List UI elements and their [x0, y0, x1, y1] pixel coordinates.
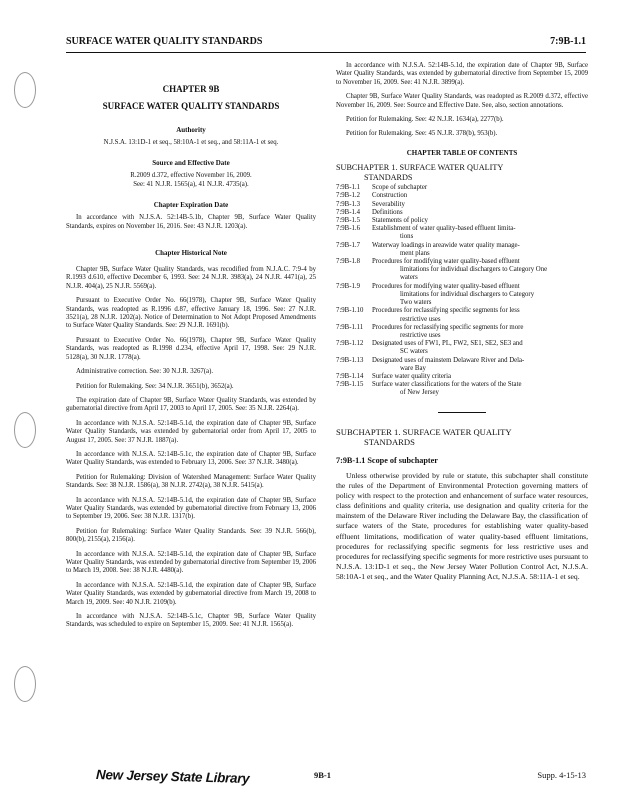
- history-paragraph: In accordance with N.J.S.A. 52:14B-5.1d, the expiration date of Chapter 9B, Surface Water Quality Standards, was extended by gubernatorial directive from September 19, 2006 to March 19, 2008. See: 38 N.J.R. 4480(a).: [66, 550, 316, 575]
- toc-title-line: restrictive uses: [400, 315, 441, 323]
- right-column: [336, 62, 588, 582]
- toc-entry[interactable]: [336, 225, 588, 241]
- expiration-heading: Chapter Expiration Date: [153, 201, 229, 210]
- toc-subchapter-line: SUBCHAPTER 1. SURFACE WATER QUALITY: [336, 163, 504, 173]
- toc-title: [372, 258, 588, 283]
- library-stamp: New Jersey State Library: [95, 766, 250, 787]
- toc-number: 7:9B-1.8: [336, 258, 360, 266]
- toc-title-line: of New Jersey: [400, 389, 439, 397]
- history-paragraph: In accordance with N.J.S.A. 52:14B-5.1c, Chapter 9B, Surface Water Quality Standards, was scheduled to expire on September 15, 2009. See: 41 N.J.R. 1565(a).: [66, 613, 316, 629]
- history-paragraph: Chapter 9B, Surface Water Quality Standards, was readopted as R.2009 d.372, effective November 16, 2009. See: Source and Effective Date. See, also, section annotations.: [336, 93, 588, 109]
- toc-number: 7:9B-1.3: [336, 200, 360, 208]
- toc-title: Construction: [372, 192, 408, 200]
- toc-title: Surface water quality criteria: [372, 372, 452, 380]
- chapter-number: CHAPTER 9B: [162, 84, 220, 94]
- source-text-2: See: 41 N.J.R. 1565(a), 41 N.J.R. 4735(a).: [133, 180, 249, 188]
- toc-entry[interactable]: [336, 373, 588, 381]
- toc-number: 7:9B-1.2: [336, 192, 360, 200]
- history-paragraph: In accordance with N.J.S.A. 52:14B-5.1d, the expiration date of Chapter 9B, Surface Water Quality Standards, was extended by gubernatorial order from April 17, 2005 to August 17, 2005. See: 37 N.J.R. 1887(a).: [66, 419, 316, 444]
- toc-subchapter-line: STANDARDS: [364, 172, 413, 182]
- history-paragraph: In accordance with N.J.S.A. 52:14B-5.1d, the expiration date of Chapter 9B, Surface Water Quality Standards, was extended by gubernatorial directive from February 13, 2006 to September 19, 2006. See: 38 N.J.R. 1317(b).: [66, 496, 316, 521]
- rule-body: Unless otherwise provided by rule or statute, this subchapter shall constitute the rules of the Department of Environmental Protection governing matters of policy with respect to the protection and enhancement of surface water resources, class definitions and quality criteria, use designation and quality criteria for the mainstem of the Delaware River including the Delaware Bay, the classification of surface waters of the State, procedures for establishing water quality-based effluent limitations, modification of water quality-based effluent limitations, procedures for reclassifying specific segments for less restrictive uses and procedures for reclassifying specific segments for more restrictive uses pursuant to N.J.S.A. 13:1D-1 et seq., the New Jersey Water Pollution Control Act, N.J.S.A. 58:10A-1 et seq., and the Water Quality Planning Act, N.J.S.A. 58:11A-1 et seq.: [336, 470, 588, 581]
- punch-hole: [14, 72, 36, 108]
- expiration-text: In accordance with N.J.S.A. 52:14B-5.1b, Chapter 9B, Surface Water Quality Standards, expires on November 16, 2016. See: 43 N.J.R. 1203(a).: [66, 214, 316, 230]
- history-paragraph: Petition for Rulemaking. See: 34 N.J.R. 3651(b), 3652(a).: [76, 382, 234, 390]
- subchapter-heading: [336, 427, 588, 447]
- toc-subchapter-title: [336, 163, 588, 182]
- toc-number: 7:9B-1.12: [336, 340, 364, 348]
- toc-title-line: limitations for individual dischargers to Category: [400, 290, 535, 298]
- toc-entry[interactable]: [336, 201, 588, 209]
- toc-title: [372, 357, 588, 373]
- toc-entry[interactable]: [336, 258, 588, 283]
- toc-entry[interactable]: [336, 283, 588, 308]
- toc-number: 7:9B-1.10: [336, 307, 364, 315]
- history-paragraph: In accordance with N.J.S.A. 52:14B-5.1c, the expiration date of Chapter 9B, Surface Water Quality Standards, was extended to February 13, 2006. See: 37 N.J.R. 3480(a).: [66, 450, 316, 467]
- toc-title-line: Procedures for reclassifying specific segments for less: [372, 307, 520, 315]
- authority-heading: Authority: [176, 126, 206, 134]
- toc-entry[interactable]: [336, 217, 588, 225]
- history-paragraph: Pursuant to Executive Order No. 66(1978), Chapter 9B, Surface Water Quality Standards, was readopted as R.1996 d.87, effective January 18, 1996. See: 27 N.J.R. 3521(a), 28 N.J.R. 1202(a). Notice of Determination to Not Adopt Proposed Amendments to Surface Water Quality Standards. See: 29 N.J.R. 1691(b).: [66, 297, 316, 330]
- toc-number: 7:9B-1.15: [336, 381, 364, 389]
- toc-title-line: SC waters: [400, 348, 428, 356]
- table-of-contents: [336, 184, 588, 397]
- page-footer: [66, 767, 586, 787]
- toc-title-line: Procedures for modifying water quality-based effluent: [372, 282, 520, 290]
- punch-hole: [14, 412, 36, 448]
- toc-title: [372, 324, 588, 340]
- toc-number: 7:9B-1.5: [336, 217, 360, 225]
- history-paragraph: Petition for Rulemaking. See: 42 N.J.R. 1634(a), 2277(b).: [346, 116, 504, 124]
- left-column: [66, 62, 316, 636]
- running-header: [66, 36, 586, 50]
- chapter-title: SURFACE WATER QUALITY STANDARDS: [102, 101, 280, 111]
- toc-title: [372, 340, 588, 356]
- toc-title-line: restrictive uses: [400, 331, 441, 339]
- toc-title: [372, 242, 588, 258]
- history-paragraph: In accordance with N.J.S.A. 52:14B-5.1d, the expiration date of Chapter 9B, Surface Water Quality Standards, was extended by gubernatorial directive from September 15, 2009 to November 16, 2009. See: 41 N.J.R. 3899(a).: [336, 62, 588, 86]
- toc-title-line: Procedures for reclassifying specific segments for more: [372, 323, 524, 331]
- toc-entry[interactable]: [336, 357, 588, 373]
- toc-title-line: limitations for individual dischargers to Category One: [400, 266, 548, 274]
- toc-title: [372, 283, 588, 308]
- toc-title: [372, 307, 588, 323]
- rule-heading: 7:9B-1.1 Scope of subchapter: [336, 455, 438, 465]
- authority-text: N.J.S.A. 13:1D-1 et seq., 58:10A-1 et seq., and 58:11A-1 et seq.: [103, 139, 279, 146]
- toc-title-line: Surface water classifications for the waters of the State: [372, 381, 522, 389]
- toc-heading: CHAPTER TABLE OF CONTENTS: [406, 148, 518, 157]
- toc-title-line: Designated uses of mainstem Delaware River and Dela-: [372, 356, 525, 364]
- toc-number: 7:9B-1.9: [336, 282, 360, 290]
- header-section-number: 7:9B-1.1: [550, 36, 586, 47]
- toc-number: 7:9B-1.14: [336, 372, 364, 380]
- toc-title-line: tions: [400, 233, 414, 241]
- page-number: 9B-1: [314, 770, 331, 780]
- toc-title-line: waters: [400, 274, 418, 282]
- subchapter-heading-line: SUBCHAPTER 1. SURFACE WATER QUALITY: [336, 426, 512, 437]
- toc-entry[interactable]: [336, 340, 588, 356]
- toc-number: 7:9B-1.6: [336, 225, 360, 233]
- history-paragraph: The expiration date of Chapter 9B, Surface Water Quality Standards, was extended by gubernatorial directive from April 17, 2003 to April 17, 2005. See: 35 N.J.R. 2264(a).: [66, 396, 316, 413]
- toc-entry[interactable]: [336, 192, 588, 200]
- header-rule: [66, 52, 586, 53]
- toc-entry[interactable]: [336, 242, 588, 258]
- toc-number: 7:9B-1.1: [336, 184, 360, 192]
- toc-number: 7:9B-1.7: [336, 241, 360, 249]
- toc-title-line: Waterway loadings in areawide water quality manage-: [372, 241, 520, 249]
- subchapter-heading-line: STANDARDS: [364, 436, 415, 447]
- history-paragraph: In accordance with N.J.S.A. 52:14B-5.1d, the expiration date of Chapter 9B, Surface Water Quality Standards, was extended by gubernatorial directive from March 19, 2008 to March 19, 2009. See: 40 N.J.R. 2109(b).: [66, 581, 316, 606]
- section-divider: [438, 412, 486, 413]
- history-paragraph: Administrative correction. See: 30 N.J.R. 3267(a).: [76, 368, 214, 376]
- toc-number: 7:9B-1.4: [336, 208, 360, 216]
- toc-entry[interactable]: [336, 381, 588, 397]
- history-paragraph: Petition for Rulemaking. See: 45 N.J.R. 378(b), 953(b).: [346, 130, 498, 138]
- toc-title: Severability: [372, 200, 405, 208]
- toc-number: 7:9B-1.11: [336, 323, 364, 331]
- history-paragraph: Petition for Rulemaking: Division of Watershed Management: Surface Water Quality Standards. See: 38 N.J.R. 1586(a), 38 N.J.R. 2742(a), 38 N.J.R. 5415(a).: [66, 473, 316, 490]
- supplement-date: Supp. 4-15-13: [537, 770, 586, 780]
- history-paragraph: Chapter 9B, Surface Water Quality Standards, was recodified from N.J.A.C. 7:9-4 by R.1993 d.610, effective December 6, 1993. See: 24 N.J.R. 3983(a), 24 N.J.R. 4471(a), 25 N.J.R. 404(a), 25 N.J.R. 5569(a).: [66, 266, 316, 290]
- punch-hole: [14, 666, 36, 702]
- header-title: SURFACE WATER QUALITY STANDARDS: [66, 36, 263, 47]
- toc-entry[interactable]: [336, 324, 588, 340]
- toc-title: [372, 381, 588, 397]
- history-paragraph: Pursuant to Executive Order No. 66(1978), Chapter 9B, Surface Water Quality Standards, was readopted as R.1998 d.234, effective April 17, 1998. See: 29 N.J.R. 5128(a), 30 N.J.R. 1778(a).: [66, 336, 316, 361]
- toc-title: [372, 225, 588, 241]
- history-heading: Chapter Historical Note: [155, 249, 227, 258]
- toc-title-line: Designated uses of FW1, PL, FW2, SE1, SE2, SE3 and: [372, 340, 523, 348]
- toc-title: Definitions: [372, 208, 403, 216]
- toc-title-line: ware Bay: [400, 364, 426, 372]
- toc-number: 7:9B-1.13: [336, 356, 364, 364]
- toc-title-line: ment plans: [400, 249, 430, 257]
- history-paragraph: Petition for Rulemaking: Surface Water Quality Standards. See: 39 N.J.R. 566(b), 800(b), 2155(a), 2156(a).: [66, 527, 316, 544]
- toc-entry[interactable]: [336, 184, 588, 192]
- toc-title-line: Procedures for modifying water quality-based effluent: [372, 258, 520, 266]
- source-text-1: R.2009 d.372, effective November 16, 2009.: [130, 172, 252, 180]
- toc-entry[interactable]: [336, 307, 588, 323]
- toc-entry[interactable]: [336, 209, 588, 217]
- source-heading: Source and Effective Date: [152, 159, 230, 168]
- toc-title: Statements of policy: [372, 217, 428, 225]
- toc-title-line: Establishment of water quality-based effluent limita-: [372, 225, 516, 233]
- toc-title-line: Two waters: [400, 299, 432, 307]
- toc-title: Scope of subchapter: [372, 184, 428, 192]
